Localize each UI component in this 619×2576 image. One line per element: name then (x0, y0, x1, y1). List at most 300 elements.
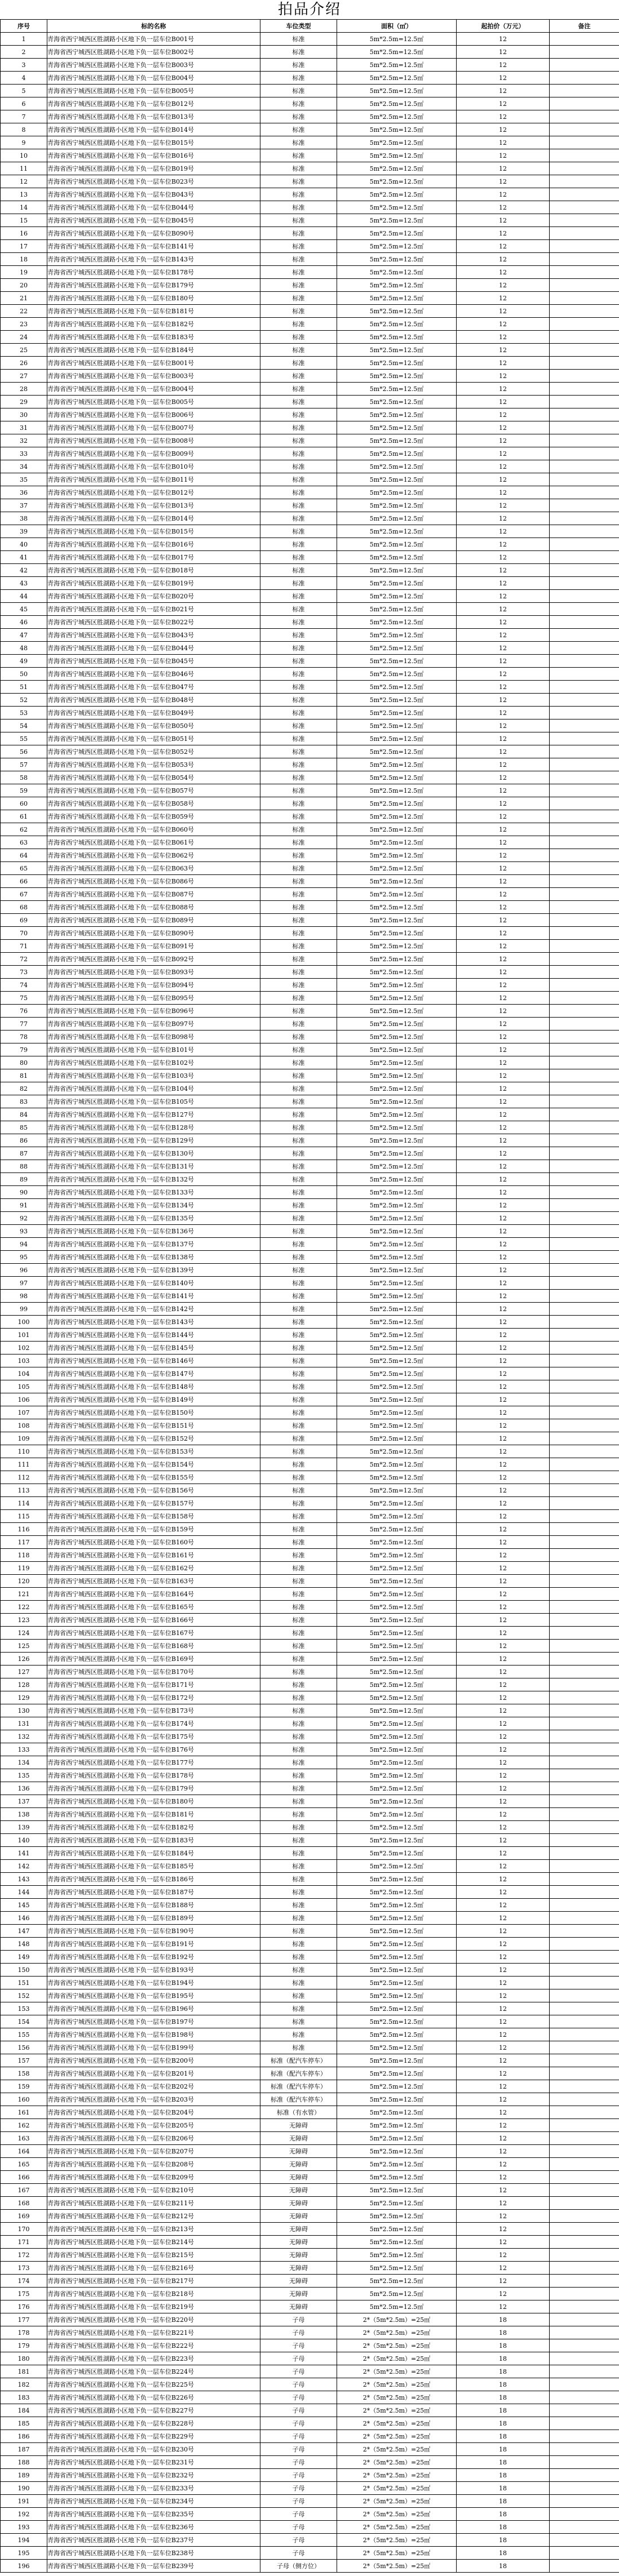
cell-remarks (550, 2223, 619, 2236)
cell-remarks (550, 1134, 619, 1147)
cell-area: 5m*2.5m=12.5㎡ (337, 486, 457, 499)
table-row (1, 1367, 619, 1380)
cell-index: 128 (1, 1678, 47, 1691)
cell-index: 133 (1, 1743, 47, 1756)
cell-index: 144 (1, 1886, 47, 1899)
cell-index: 152 (1, 1989, 47, 2002)
cell-space-type: 子母 (260, 2378, 337, 2391)
cell-start-price: 12 (457, 370, 550, 383)
cell-remarks (550, 1691, 619, 1704)
cell-index: 119 (1, 1562, 47, 1575)
cell-index: 6 (1, 97, 47, 110)
cell-remarks (550, 1795, 619, 1808)
cell-area: 5m*2.5m=12.5㎡ (337, 979, 457, 992)
cell-remarks (550, 486, 619, 499)
cell-index: 157 (1, 2054, 47, 2067)
table-row (1, 149, 619, 162)
cell-start-price: 12 (457, 1717, 550, 1730)
table-row (1, 1562, 619, 1575)
cell-area: 5m*2.5m=12.5㎡ (337, 797, 457, 810)
cell-space-type: 标准 (260, 305, 337, 318)
cell-lot-name: 青海省西宁城西区胜湖路小区地下负一层车位B160号 (47, 1536, 260, 1549)
table-row (1, 2534, 619, 2547)
cell-space-type: 标准 (260, 564, 337, 577)
cell-lot-name: 青海省西宁城西区胜湖路小区地下负一层车位B171号 (47, 1678, 260, 1691)
cell-space-type: 标准 (260, 1147, 337, 1160)
cell-remarks (550, 1212, 619, 1225)
cell-lot-name: 青海省西宁城西区胜湖路小区地下负一层车位B238号 (47, 2547, 260, 2560)
cell-lot-name: 青海省西宁城西区胜湖路小区地下负一层车位B200号 (47, 2054, 260, 2067)
cell-space-type: 标准 (260, 940, 337, 953)
table-row (1, 2417, 619, 2430)
cell-start-price: 12 (457, 408, 550, 421)
cell-remarks (550, 1095, 619, 1108)
table-row (1, 2547, 619, 2560)
table-row (1, 331, 619, 344)
table-row (1, 136, 619, 149)
cell-space-type: 子母 (260, 2482, 337, 2495)
table-row (1, 1108, 619, 1121)
cell-lot-name: 青海省西宁城西区胜湖路小区地下负一层车位B181号 (47, 1808, 260, 1821)
table-row (1, 1899, 619, 1912)
cell-space-type: 标准 (260, 1640, 337, 1653)
cell-remarks (550, 460, 619, 473)
cell-lot-name: 青海省西宁城西区胜湖路小区地下负一层车位B207号 (47, 2145, 260, 2158)
table-row (1, 2106, 619, 2119)
cell-index: 187 (1, 2443, 47, 2456)
cell-area: 2*（5m*2.5m）=25㎡ (337, 2508, 457, 2521)
cell-start-price: 12 (457, 979, 550, 992)
cell-lot-name: 青海省西宁城西区胜湖路小区地下负一层车位B152号 (47, 1432, 260, 1445)
table-row (1, 1717, 619, 1730)
cell-lot-name: 青海省西宁城西区胜湖路小区地下负一层车位B184号 (47, 344, 260, 357)
cell-remarks (550, 2417, 619, 2430)
cell-start-price: 12 (457, 2171, 550, 2184)
cell-space-type: 标准 (260, 1562, 337, 1575)
cell-index: 108 (1, 1419, 47, 1432)
table-row (1, 1860, 619, 1873)
cell-space-type: 标准 (260, 1795, 337, 1808)
cell-lot-name: 青海省西宁城西区胜湖路小区地下负一层车位B192号 (47, 1951, 260, 1964)
cell-lot-name: 青海省西宁城西区胜湖路小区地下负一层车位B197号 (47, 2015, 260, 2028)
cell-index: 151 (1, 1977, 47, 1989)
table-row (1, 72, 619, 85)
cell-lot-name: 青海省西宁城西区胜湖路小区地下负一层车位B101号 (47, 1043, 260, 1056)
cell-start-price: 18 (457, 2352, 550, 2365)
cell-space-type: 标准 (260, 862, 337, 875)
cell-area: 5m*2.5m=12.5㎡ (337, 810, 457, 823)
cell-space-type: 标准 (260, 1393, 337, 1406)
cell-lot-name: 青海省西宁城西区胜湖路小区地下负一层车位B199号 (47, 2041, 260, 2054)
cell-lot-name: 青海省西宁城西区胜湖路小区地下负一层车位B170号 (47, 1665, 260, 1678)
cell-start-price: 12 (457, 1665, 550, 1678)
cell-remarks (550, 1717, 619, 1730)
cell-remarks (550, 1432, 619, 1445)
cell-area: 5m*2.5m=12.5㎡ (337, 564, 457, 577)
cell-start-price: 12 (457, 2145, 550, 2158)
cell-space-type: 标准 (260, 1069, 337, 1082)
cell-start-price: 12 (457, 1186, 550, 1199)
cell-index: 27 (1, 370, 47, 383)
cell-index: 19 (1, 266, 47, 279)
cell-index: 77 (1, 1018, 47, 1031)
cell-index: 80 (1, 1056, 47, 1069)
cell-lot-name: 青海省西宁城西区胜湖路小区地下负一层车位B023号 (47, 175, 260, 188)
cell-start-price: 12 (457, 1238, 550, 1251)
cell-remarks (550, 992, 619, 1005)
cell-remarks (550, 2275, 619, 2288)
cell-start-price: 12 (457, 266, 550, 279)
cell-area: 5m*2.5m=12.5㎡ (337, 85, 457, 97)
cell-start-price: 12 (457, 447, 550, 460)
cell-start-price: 12 (457, 642, 550, 655)
cell-lot-name: 青海省西宁城西区胜湖路小区地下负一层车位B014号 (47, 512, 260, 525)
table-row (1, 188, 619, 201)
cell-remarks (550, 279, 619, 292)
cell-index: 47 (1, 629, 47, 642)
cell-start-price: 12 (457, 396, 550, 408)
cell-index: 9 (1, 136, 47, 149)
cell-remarks (550, 1575, 619, 1588)
cell-remarks (550, 85, 619, 97)
cell-lot-name: 青海省西宁城西区胜湖路小区地下负一层车位B215号 (47, 2249, 260, 2262)
cell-lot-name: 青海省西宁城西区胜湖路小区地下负一层车位B232号 (47, 2469, 260, 2482)
cell-space-type: 标准 (260, 1225, 337, 1238)
cell-lot-name: 青海省西宁城西区胜湖路小区地下负一层车位B093号 (47, 966, 260, 979)
cell-area: 5m*2.5m=12.5㎡ (337, 1938, 457, 1951)
cell-remarks (550, 2054, 619, 2067)
table-row (1, 2508, 619, 2521)
cell-remarks (550, 2430, 619, 2443)
cell-index: 25 (1, 344, 47, 357)
cell-index: 195 (1, 2547, 47, 2560)
cell-remarks (550, 538, 619, 551)
table-row (1, 1510, 619, 1523)
table-row (1, 2249, 619, 2262)
cell-lot-name: 青海省西宁城西区胜湖路小区地下负一层车位B132号 (47, 1173, 260, 1186)
header-remarks: 备注 (550, 20, 619, 33)
cell-index: 153 (1, 2002, 47, 2015)
cell-area: 5m*2.5m=12.5㎡ (337, 888, 457, 901)
cell-start-price: 12 (457, 1886, 550, 1899)
cell-remarks (550, 1808, 619, 1821)
cell-remarks (550, 162, 619, 175)
table-row (1, 2054, 619, 2067)
cell-space-type: 标准 (260, 655, 337, 668)
table-row (1, 2404, 619, 2417)
cell-remarks (550, 344, 619, 357)
cell-area: 5m*2.5m=12.5㎡ (337, 1627, 457, 1640)
cell-index: 52 (1, 694, 47, 707)
cell-space-type: 标准 (260, 1160, 337, 1173)
cell-remarks (550, 2197, 619, 2210)
cell-start-price: 12 (457, 2106, 550, 2119)
cell-index: 41 (1, 551, 47, 564)
cell-start-price: 12 (457, 577, 550, 590)
cell-start-price: 12 (457, 1640, 550, 1653)
cell-remarks (550, 2521, 619, 2534)
cell-lot-name: 青海省西宁城西区胜湖路小区地下负一层车位B184号 (47, 1847, 260, 1860)
cell-start-price: 18 (457, 2313, 550, 2326)
cell-start-price: 18 (457, 2326, 550, 2339)
cell-remarks (550, 33, 619, 46)
table-row (1, 357, 619, 370)
cell-area: 5m*2.5m=12.5㎡ (337, 136, 457, 149)
cell-index: 163 (1, 2132, 47, 2145)
cell-lot-name: 青海省西宁城西区胜湖路小区地下负一层车位B003号 (47, 370, 260, 383)
cell-area: 5m*2.5m=12.5㎡ (337, 1406, 457, 1419)
cell-area: 5m*2.5m=12.5㎡ (337, 46, 457, 59)
cell-start-price: 18 (457, 2404, 550, 2417)
cell-lot-name: 青海省西宁城西区胜湖路小区地下负一层车位B128号 (47, 1121, 260, 1134)
cell-remarks (550, 862, 619, 875)
cell-index: 103 (1, 1354, 47, 1367)
table-row (1, 85, 619, 97)
cell-start-price: 12 (457, 421, 550, 434)
cell-start-price: 12 (457, 914, 550, 927)
cell-area: 5m*2.5m=12.5㎡ (337, 253, 457, 266)
cell-start-price: 12 (457, 188, 550, 201)
cell-start-price: 12 (457, 888, 550, 901)
cell-space-type: 标准（有水管） (260, 2106, 337, 2119)
cell-remarks (550, 2547, 619, 2560)
cell-space-type: 标准 (260, 577, 337, 590)
cell-area: 5m*2.5m=12.5㎡ (337, 1523, 457, 1536)
cell-start-price: 12 (457, 1134, 550, 1147)
table-row (1, 2352, 619, 2365)
table-row (1, 1743, 619, 1756)
cell-lot-name: 青海省西宁城西区胜湖路小区地下负一层车位B046号 (47, 668, 260, 681)
cell-remarks (550, 1031, 619, 1043)
cell-remarks (550, 1497, 619, 1510)
cell-remarks (550, 1704, 619, 1717)
cell-start-price: 12 (457, 357, 550, 370)
cell-lot-name: 青海省西宁城西区胜湖路小区地下负一层车位B164号 (47, 1588, 260, 1601)
cell-space-type: 标准 (260, 810, 337, 823)
cell-area: 2*（5m*2.5m）=25㎡ (337, 2469, 457, 2482)
cell-index: 2 (1, 46, 47, 59)
cell-start-price: 12 (457, 1977, 550, 1989)
cell-area: 5m*2.5m=12.5㎡ (337, 1860, 457, 1873)
cell-remarks (550, 2482, 619, 2495)
cell-start-price: 12 (457, 758, 550, 771)
table-row (1, 2482, 619, 2495)
cell-remarks (550, 1562, 619, 1575)
cell-lot-name: 青海省西宁城西区胜湖路小区地下负一层车位B156号 (47, 1484, 260, 1497)
cell-remarks (550, 292, 619, 305)
cell-space-type: 标准 (260, 1743, 337, 1756)
cell-remarks (550, 2249, 619, 2262)
table-row (1, 707, 619, 719)
cell-index: 33 (1, 447, 47, 460)
cell-start-price: 12 (457, 551, 550, 564)
cell-area: 5m*2.5m=12.5㎡ (337, 1989, 457, 2002)
table-row (1, 1964, 619, 1977)
cell-index: 155 (1, 2028, 47, 2041)
cell-lot-name: 青海省西宁城西区胜湖路小区地下负一层车位B021号 (47, 603, 260, 616)
page-title: 拍品介绍 (277, 1, 341, 18)
cell-area: 5m*2.5m=12.5㎡ (337, 408, 457, 421)
cell-lot-name: 青海省西宁城西区胜湖路小区地下负一层车位B193号 (47, 1964, 260, 1977)
cell-lot-name: 青海省西宁城西区胜湖路小区地下负一层车位B002号 (47, 46, 260, 59)
cell-lot-name: 青海省西宁城西区胜湖路小区地下负一层车位B235号 (47, 2508, 260, 2521)
cell-area: 5m*2.5m=12.5㎡ (337, 447, 457, 460)
cell-start-price: 18 (457, 2521, 550, 2534)
cell-lot-name: 青海省西宁城西区胜湖路小区地下负一层车位B183号 (47, 331, 260, 344)
cell-lot-name: 青海省西宁城西区胜湖路小区地下负一层车位B103号 (47, 1069, 260, 1082)
cell-start-price: 12 (457, 1704, 550, 1717)
cell-index: 135 (1, 1769, 47, 1782)
cell-space-type: 标准 (260, 1380, 337, 1393)
cell-start-price: 12 (457, 797, 550, 810)
cell-start-price: 12 (457, 1782, 550, 1795)
table-row (1, 1329, 619, 1342)
cell-start-price: 12 (457, 836, 550, 849)
cell-area: 5m*2.5m=12.5㎡ (337, 694, 457, 707)
cell-space-type: 无障碍 (260, 2197, 337, 2210)
cell-lot-name: 青海省西宁城西区胜湖路小区地下负一层车位B225号 (47, 2378, 260, 2391)
cell-space-type: 标准 (260, 1316, 337, 1329)
table-row (1, 1147, 619, 1160)
cell-index: 14 (1, 201, 47, 214)
cell-area: 5m*2.5m=12.5㎡ (337, 1432, 457, 1445)
table-row (1, 1173, 619, 1186)
cell-start-price: 12 (457, 1510, 550, 1523)
cell-area: 5m*2.5m=12.5㎡ (337, 331, 457, 344)
cell-space-type: 无障碍 (260, 2132, 337, 2145)
cell-space-type: 标准 (260, 2002, 337, 2015)
table-row (1, 875, 619, 888)
cell-area: 2*（5m*2.5m）=25㎡ (337, 2560, 457, 2573)
cell-lot-name: 青海省西宁城西区胜湖路小区地下负一层车位B095号 (47, 992, 260, 1005)
cell-start-price: 12 (457, 1018, 550, 1031)
cell-remarks (550, 2391, 619, 2404)
cell-start-price: 12 (457, 862, 550, 875)
table-row (1, 214, 619, 227)
cell-index: 84 (1, 1108, 47, 1121)
cell-space-type: 标准 (260, 1458, 337, 1471)
cell-start-price: 12 (457, 1277, 550, 1290)
cell-space-type: 标准 (260, 797, 337, 810)
cell-space-type: 标准 (260, 421, 337, 434)
table-row (1, 823, 619, 836)
cell-space-type: 标准 (260, 590, 337, 603)
cell-index: 118 (1, 1549, 47, 1562)
cell-area: 5m*2.5m=12.5㎡ (337, 1614, 457, 1627)
cell-remarks (550, 1627, 619, 1640)
cell-area: 5m*2.5m=12.5㎡ (337, 2223, 457, 2236)
cell-lot-name: 青海省西宁城西区胜湖路小区地下负一层车位B135号 (47, 1212, 260, 1225)
cell-lot-name: 青海省西宁城西区胜湖路小区地下负一层车位B105号 (47, 1095, 260, 1108)
cell-area: 5m*2.5m=12.5㎡ (337, 1536, 457, 1549)
cell-start-price: 12 (457, 1497, 550, 1510)
cell-index: 127 (1, 1665, 47, 1678)
cell-space-type: 标准 (260, 1342, 337, 1354)
cell-start-price: 12 (457, 992, 550, 1005)
cell-space-type: 标准 (260, 1808, 337, 1821)
cell-remarks (550, 214, 619, 227)
cell-space-type: 标准 (260, 1756, 337, 1769)
cell-area: 5m*2.5m=12.5㎡ (337, 940, 457, 953)
cell-remarks (550, 1303, 619, 1316)
cell-remarks (550, 771, 619, 784)
cell-space-type: 标准 (260, 2028, 337, 2041)
cell-remarks (550, 901, 619, 914)
cell-area: 5m*2.5m=12.5㎡ (337, 681, 457, 694)
cell-area: 5m*2.5m=12.5㎡ (337, 1484, 457, 1497)
cell-area: 5m*2.5m=12.5㎡ (337, 1756, 457, 1769)
cell-remarks (550, 2015, 619, 2028)
cell-lot-name: 青海省西宁城西区胜湖路小区地下负一层车位B150号 (47, 1406, 260, 1419)
cell-lot-name: 青海省西宁城西区胜湖路小区地下负一层车位B086号 (47, 875, 260, 888)
cell-remarks (550, 1043, 619, 1056)
cell-space-type: 标准 (260, 1238, 337, 1251)
cell-remarks (550, 2171, 619, 2184)
cell-area: 5m*2.5m=12.5㎡ (337, 512, 457, 525)
cell-remarks (550, 1510, 619, 1523)
cell-start-price: 12 (457, 2223, 550, 2236)
table-row (1, 1264, 619, 1277)
cell-area: 2*（5m*2.5m）=25㎡ (337, 2430, 457, 2443)
cell-lot-name: 青海省西宁城西区胜湖路小区地下负一层车位B012号 (47, 97, 260, 110)
cell-remarks (550, 434, 619, 447)
cell-lot-name: 青海省西宁城西区胜湖路小区地下负一层车位B169号 (47, 1653, 260, 1665)
table-row (1, 292, 619, 305)
cell-lot-name: 青海省西宁城西区胜湖路小区地下负一层车位B050号 (47, 719, 260, 732)
cell-index: 122 (1, 1601, 47, 1614)
cell-index: 31 (1, 421, 47, 434)
cell-remarks (550, 1834, 619, 1847)
cell-area: 5m*2.5m=12.5㎡ (337, 1497, 457, 1510)
cell-remarks (550, 1989, 619, 2002)
cell-remarks (550, 1886, 619, 1899)
table-row (1, 2288, 619, 2300)
cell-start-price: 12 (457, 33, 550, 46)
cell-lot-name: 青海省西宁城西区胜湖路小区地下负一层车位B205号 (47, 2119, 260, 2132)
cell-index: 161 (1, 2106, 47, 2119)
cell-area: 5m*2.5m=12.5㎡ (337, 1808, 457, 1821)
cell-remarks (550, 1484, 619, 1497)
cell-space-type: 标准 (260, 1899, 337, 1912)
cell-space-type: 标准 (260, 992, 337, 1005)
cell-remarks (550, 1653, 619, 1665)
cell-space-type: 标准 (260, 1134, 337, 1147)
cell-space-type: 标准（配汽车停车） (260, 2093, 337, 2106)
table-row (1, 1925, 619, 1938)
cell-start-price: 12 (457, 745, 550, 758)
cell-remarks (550, 823, 619, 836)
cell-index: 16 (1, 227, 47, 240)
cell-start-price: 12 (457, 538, 550, 551)
cell-remarks (550, 136, 619, 149)
cell-remarks (550, 1419, 619, 1432)
table-row (1, 538, 619, 551)
cell-index: 35 (1, 473, 47, 486)
table-row (1, 2197, 619, 2210)
table-row (1, 642, 619, 655)
cell-start-price: 12 (457, 46, 550, 59)
cell-area: 5m*2.5m=12.5㎡ (337, 1873, 457, 1886)
cell-lot-name: 青海省西宁城西区胜湖路小区地下负一层车位B088号 (47, 901, 260, 914)
cell-index: 76 (1, 1005, 47, 1018)
cell-index: 75 (1, 992, 47, 1005)
cell-lot-name: 青海省西宁城西区胜湖路小区地下负一层车位B209号 (47, 2171, 260, 2184)
cell-lot-name: 青海省西宁城西区胜湖路小区地下负一层车位B204号 (47, 2106, 260, 2119)
cell-index: 150 (1, 1964, 47, 1977)
cell-area: 5m*2.5m=12.5㎡ (337, 577, 457, 590)
cell-remarks (550, 1251, 619, 1264)
cell-start-price: 12 (457, 512, 550, 525)
